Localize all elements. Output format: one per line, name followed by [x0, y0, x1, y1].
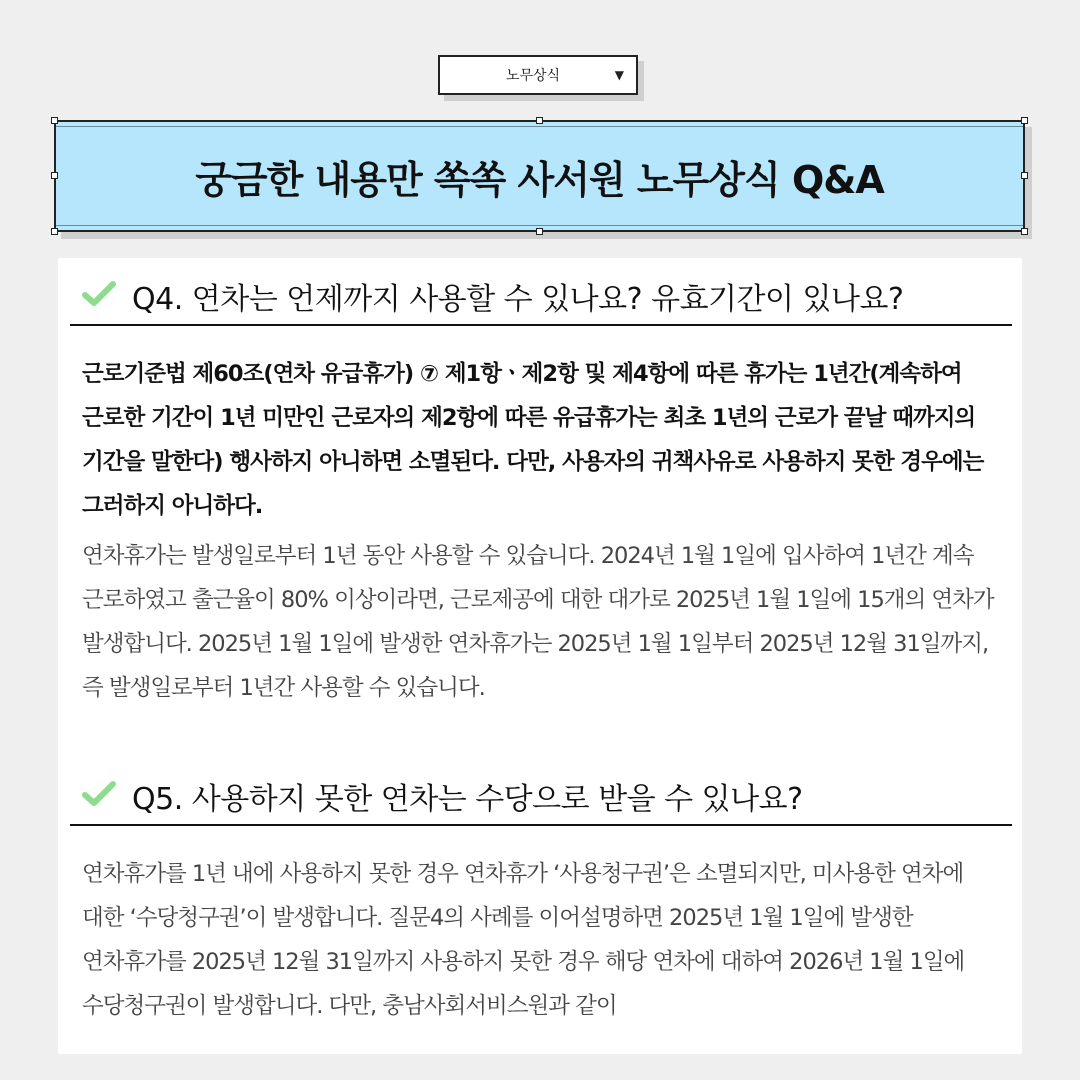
category-dropdown-value: 노무상식 [505, 68, 561, 84]
qa-content-card [58, 258, 1022, 1054]
answer-paragraph-q4: 연차휴가는 발생일로부터 1년 동안 사용할 수 있습니다. 2024년 1월 1일에 입사하여 1년간 계속 근로하였고 출근율이 80% 이상이라면, 근로제공에 대한 대가로 2025년 1월 1일에 15개의 연차가 발생합니다. 2025년 1월 1일에 발생한 연차휴가는 2025년 1월 1일부터 2025년 12월 31일까지, 즉 발생일로부터 1년간 사용할 수 있습니다. [82, 543, 994, 701]
resize-handle-bottom-right[interactable] [1021, 228, 1028, 235]
title-banner [54, 120, 1025, 232]
resize-handle-top-left[interactable] [51, 117, 58, 124]
law-citation-paragraph: 근로기준법 제60조(연차 유급휴가) ⑦ 제1항ㆍ제2항 및 제4항에 따른 휴가는 1년간(계속하여 근로한 기간이 1년 미만인 근로자의 제2항에 따른 유급휴가는 최초 1년의 근로가 끝날 때까지의 기간을 말한다) 행사하지 아니하면 소멸된다. 다만, 사용자의 귀책사유로 사용하지 못한 경우에는 그러하지 아니하다. [82, 361, 984, 519]
question-heading-q5 [70, 762, 1012, 826]
checkmark-icon [82, 780, 116, 808]
question-text: Q5. 사용하지 못한 연차는 수당으로 받을 수 있나요? [132, 782, 803, 817]
resize-handle-top-right[interactable] [1021, 117, 1028, 124]
question-text: Q4. 연차는 언제까지 사용할 수 있나요? 유효기간이 있나요? [132, 282, 904, 317]
question-heading-q4 [70, 262, 1012, 326]
category-dropdown[interactable] [438, 55, 638, 95]
caret-down-icon: ▼ [614, 68, 624, 82]
resize-handle-top-middle[interactable] [536, 117, 543, 124]
resize-handle-middle-right[interactable] [1021, 172, 1028, 179]
resize-handle-bottom-left[interactable] [51, 228, 58, 235]
resize-handle-bottom-middle[interactable] [536, 228, 543, 235]
checkmark-icon [82, 280, 116, 308]
page-title: 궁금한 내용만 쏙쏙 사서원 노무상식 Q&A [195, 157, 884, 202]
resize-handle-middle-left[interactable] [51, 172, 58, 179]
answer-paragraph-q5: 연차휴가를 1년 내에 사용하지 못한 경우 연차휴가 ‘사용청구권’은 소멸되지만, 미사용한 연차에 대한 ‘수당청구권’이 발생합니다. 질문4의 사례를 이어설명하면 2025년 1월 1일에 발생한 연차휴가를 2025년 12월 31일까지 사용하지 못한 경우 해당 연차에 대하여 2026년 1월 1일에 수당청구권이 발생합니다. 다만, 충남사회서비스원과 같이 [82, 861, 965, 1019]
